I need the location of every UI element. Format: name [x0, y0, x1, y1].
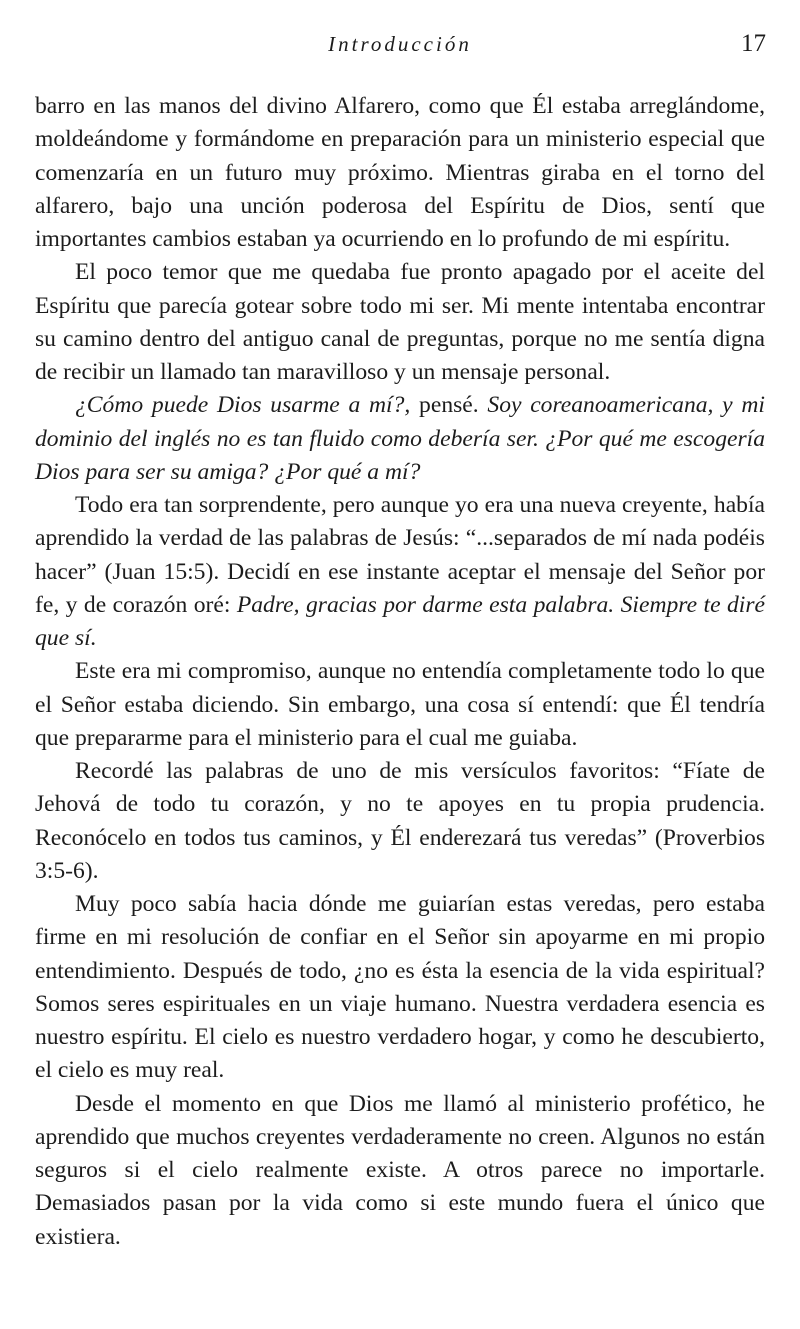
paragraph: Desde el momento en que Dios me llamó al ministerio profético, he aprendido que muchos creyentes verdaderamente no creen. Algunos no están seguros si el cielo realmente existe. A otros parece no importarle. Demasiados pasan por la vida como si este mundo fuera el único que existiera. [35, 1090, 765, 1250]
paragraph-text: Todo era tan sorprendente, pero aunque yo era una nueva creyente, había aprendido la verdad de las palabras de Jesús: “...separados de mí nada podéis hacer” (Juan 15:5). Decidí en ese instante aceptar el mensaje del Señor por fe, y de corazón oré: [35, 492, 765, 618]
page-number: 17 [741, 30, 766, 57]
paragraph: Recordé las palabras de uno de mis versículos favoritos: “Fíate de Jehová de todo tu corazón, y no te apoyes en tu propia prudencia. Reconócelo en todos tus caminos, y Él enderezará tus veredas” (Proverbios 3:5-6). [35, 758, 765, 884]
paragraph: Muy poco sabía hacia dónde me guiarían estas veredas, pero estaba firme en mi resolución de confiar en el Señor sin apoyarme en mi propio entendimiento. Después de todo, ¿no es ésta la esencia de la vida espiritual? Somos seres espirituales en un viaje humano. Nuestra verdadera esencia es nuestro espíritu. El cielo es nuestro verdadero hogar, y como he descubierto, el cielo es muy real. [35, 891, 765, 1084]
running-title: Introducción [328, 32, 472, 56]
paragraph: Este era mi compromiso, aunque no entendía completamente todo lo que el Señor estaba diciendo. Sin embargo, una cosa sí entendí: que Él tendría que prepararme para el ministerio para el cual me guiaba. [35, 658, 765, 751]
paragraph: barro en las manos del divino Alfarero, como que Él estaba arreglándome, moldeándome y formándome en preparación para un ministerio especial que comenzaría en un futuro muy próximo. Mientras giraba en el torno del alfarero, bajo una unción poderosa del Espíritu de Dios, sentí que importantes cambios estaban ya ocurriendo en lo profundo de mi espíritu. [35, 93, 765, 252]
page-header [0, 30, 800, 60]
paragraph-text: pensé. [410, 392, 488, 419]
paragraph [35, 489, 765, 655]
body-text [35, 90, 765, 1254]
italic-thought: ¿Cómo puede Dios usarme a mí?, [75, 392, 411, 419]
italic-prayer: Padre, gracias por darme esta palabra. Siempre te diré que sí. [35, 591, 765, 651]
paragraph: El poco temor que me quedaba fue pronto apagado por el aceite del Espíritu que parecía gotear sobre todo mi ser. Mi mente intentaba encontrar su camino dentro del antiguo canal de preguntas, porque no me sentía digna de recibir un llamado tan maravilloso y un mensaje personal. [35, 259, 765, 385]
paragraph [35, 389, 765, 489]
italic-thought: Soy coreanoamericana, y mi dominio del inglés no es tan fluido como debería ser. ¿Por qué me escogería Dios para ser su amiga? ¿Por qué a mí? [35, 392, 765, 485]
